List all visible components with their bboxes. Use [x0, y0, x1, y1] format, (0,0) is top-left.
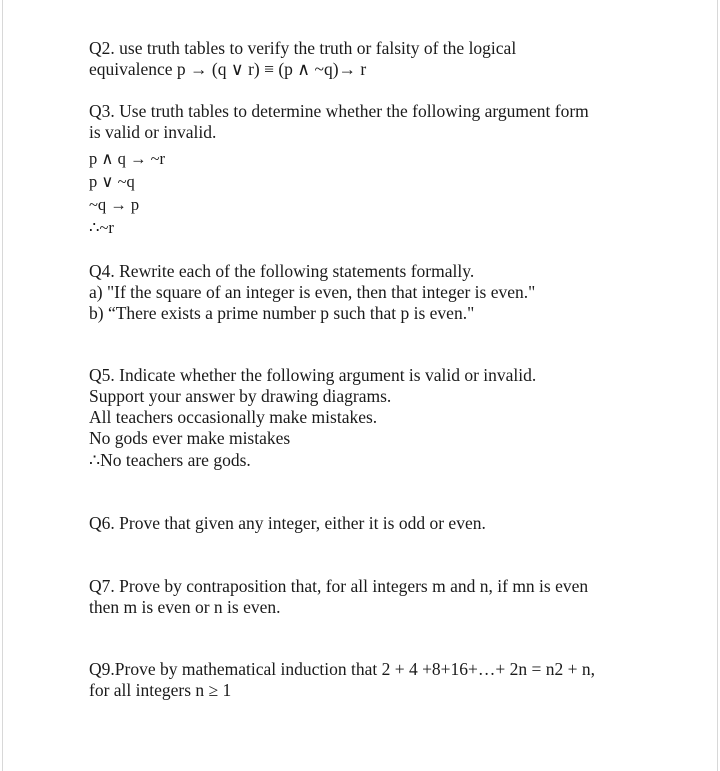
question-6 — [89, 513, 649, 534]
question-4 — [89, 261, 649, 324]
question-2-line-2: equivalence p → (q ∨ r) ≡ (p ∧ ~q)→ r — [89, 59, 367, 79]
question-5-line-2: Support your answer by drawing diagrams. — [89, 386, 392, 406]
question-3 — [89, 101, 649, 239]
question-7 — [89, 576, 649, 618]
question-7-line-1: Q7. Prove by contraposition that, for all integers m and n, if mn is even — [89, 576, 589, 596]
question-5-line-4: No gods ever make mistakes — [89, 428, 291, 448]
question-7-line-2: then m is even or n is even. — [89, 597, 281, 617]
question-4-line-2: a) "If the square of an integer is even, then that integer is even." — [89, 282, 536, 302]
argument-form — [89, 147, 649, 239]
question-3-line-2: is valid or invalid. — [89, 122, 217, 142]
question-9-line-1: Q9.Prove by mathematical induction that 2 + 4 +8+16+…+ 2n = n2 + n, — [89, 659, 596, 679]
question-5-line-1: Q5. Indicate whether the following argument is valid or invalid. — [89, 365, 537, 385]
premise-3: ~q → p — [89, 195, 140, 214]
question-5-line-5: ∴No teachers are gods. — [89, 450, 251, 470]
premise-1: p ∧ q → ~r — [89, 149, 165, 168]
document-page — [2, 0, 718, 771]
question-3-line-1: Q3. Use truth tables to determine whether the following argument form — [89, 101, 589, 121]
question-5 — [89, 365, 649, 471]
question-list — [89, 38, 649, 701]
question-9-line-2: for all integers n ≥ 1 — [89, 680, 232, 700]
question-2 — [89, 38, 649, 80]
conclusion: ∴~r — [89, 218, 114, 237]
question-2-line-1: Q2. use truth tables to verify the truth or falsity of the logical — [89, 38, 517, 58]
question-6-line-1: Q6. Prove that given any integer, either it is odd or even. — [89, 513, 486, 533]
question-4-line-3: b) “There exists a prime number p such that p is even." — [89, 303, 475, 323]
premise-2: p ∨ ~q — [89, 172, 135, 191]
question-5-line-3: All teachers occasionally make mistakes. — [89, 407, 378, 427]
question-9 — [89, 659, 649, 701]
question-4-line-1: Q4. Rewrite each of the following statements formally. — [89, 261, 475, 281]
